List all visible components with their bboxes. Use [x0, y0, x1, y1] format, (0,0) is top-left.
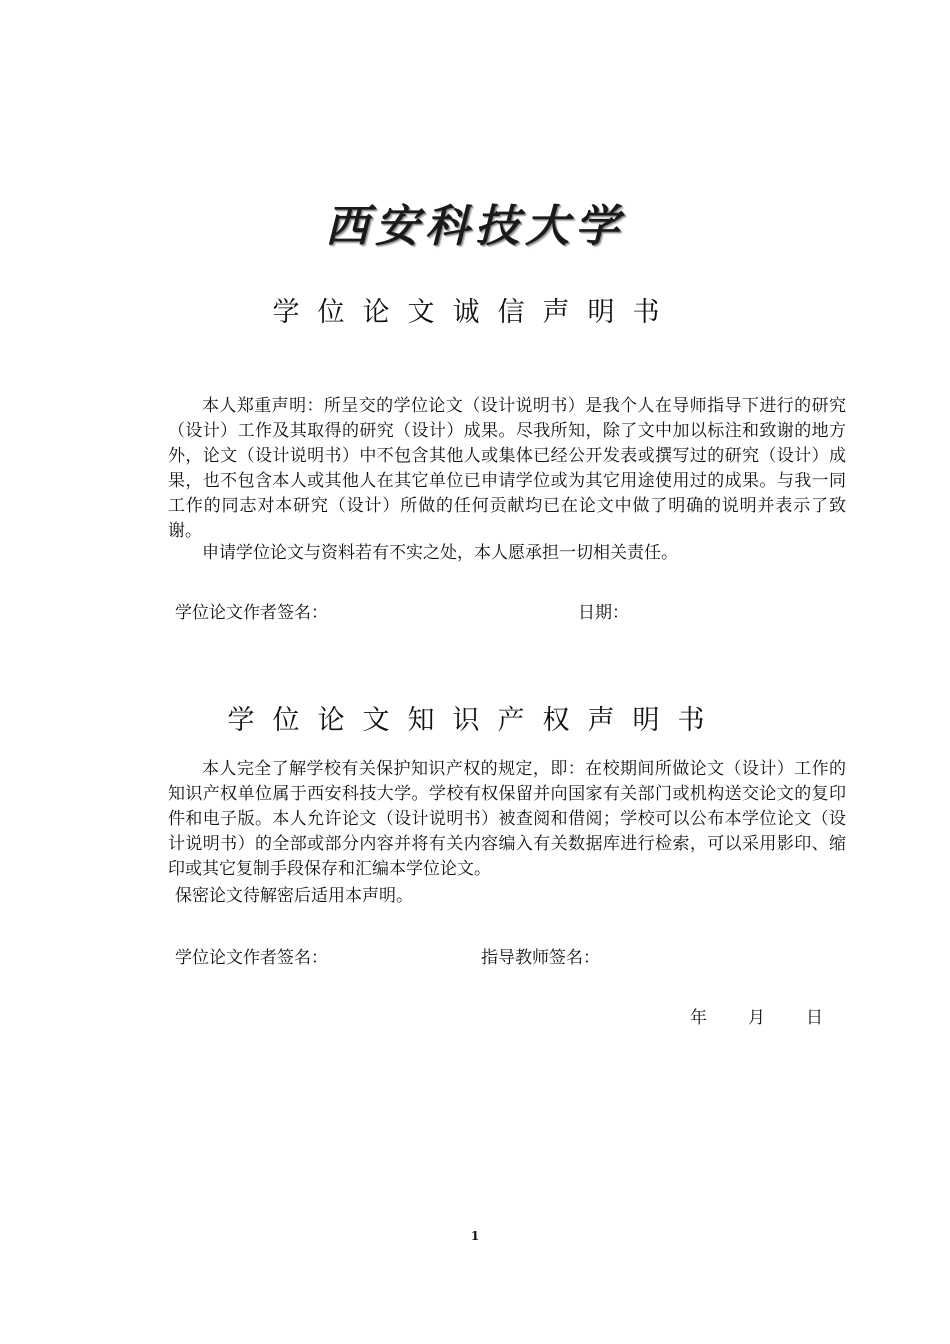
integrity-author-signature-label: 学位论文作者签名： [175, 603, 328, 623]
integrity-paragraph-2: 申请学位论文与资料若有不实之处，本人愿承担一切相关责任。 [202, 543, 678, 563]
page-number: 1 [470, 1229, 480, 1243]
date-month-label: 月 [748, 1008, 765, 1028]
ip-date-row [690, 1006, 823, 1031]
ip-paragraph: 本人完全了解学校有关保护知识产权的规定，即：在校期间所做论文（设计）工作的知识产权单位属于西安科技大学。学校有权保留并向国家有关部门或机构送交论文的复印件和电子版。本人允许论文（设计说明书）被查阅和借阅；学校可以公布本学位论文（设计说明书）的全部或部分内容并将有关内容编入有关数据库进行检索，可以采用影印、缩印或其它复制手段保存和汇编本学位论文。 [168, 759, 846, 879]
ip-statement-title: 学位论文知识产权声明书 [227, 705, 723, 736]
confidential-note: 保密论文待解密后适用本声明。 [175, 886, 413, 906]
ip-author-signature-label: 学位论文作者签名： [175, 948, 328, 968]
university-logo: 西安科技大学 [325, 201, 625, 252]
date-year-label: 年 [690, 1008, 707, 1028]
ip-advisor-signature-label: 指导教师签名： [481, 948, 600, 968]
date-day-label: 日 [806, 1008, 823, 1028]
integrity-paragraph-1: 本人郑重声明：所呈交的学位论文（设计说明书）是我个人在导师指导下进行的研究（设计）工作及其取得的研究（设计）成果。尽我所知，除了文中加以标注和致谢的地方外，论文（设计说明书）中不包含其他人或集体已经公开发表或撰写过的研究（设计）成果，也不包含本人或其他人在其它单位已申请学位或为其它用途使用过的成果。与我一同工作的同志对本研究（设计）所做的任何贡献均已在论文中做了明确的说明并表示了致谢。 [168, 396, 846, 541]
integrity-statement-title: 学位论文诚信声明书 [272, 297, 678, 328]
integrity-date-label: 日期： [578, 603, 629, 623]
